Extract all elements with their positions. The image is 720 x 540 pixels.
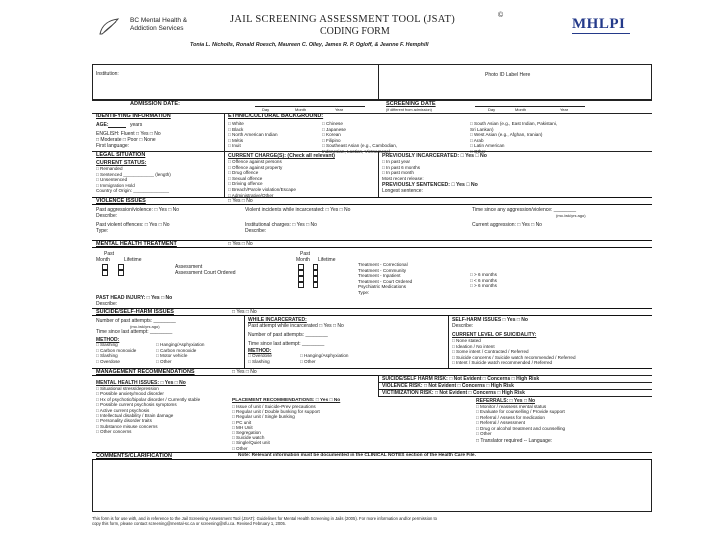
ethnic-col2[interactable] <box>322 121 397 155</box>
method-d-1[interactable]: □ Other <box>300 358 316 364</box>
method-a-1[interactable]: □ Carbon monoxide <box>96 347 137 353</box>
status-option-4: Country of Origin: ______________ <box>96 188 170 194</box>
trademark: © <box>498 12 504 19</box>
longest-sentence: Longest sentence: <box>382 188 423 194</box>
self-harm-describe: Describe: <box>452 323 474 329</box>
comments-area[interactable] <box>92 460 652 512</box>
prev-sentenced[interactable]: PREVIOUSLY SENTENCED: □ Yes □ No <box>382 182 478 188</box>
past-aggression[interactable]: Past aggression/violence: □ Yes □ No <box>96 207 180 213</box>
treatment-ago-option-2[interactable]: □ > 6 months <box>470 283 497 289</box>
num-past-attempts: Number of past attempts: ________ <box>248 332 328 338</box>
mental-yesno[interactable]: □ Yes □ No <box>228 241 253 247</box>
mh-issue-option-4[interactable]: □ Active current psychosis <box>96 407 150 413</box>
risk-suicide[interactable]: SUICIDE/SELF HARM RISK: □ Not Evident □ Concerns □ High Risk <box>382 376 540 382</box>
photo-id-label: Photo ID Label Here <box>485 72 531 78</box>
institution-label: Institution: <box>96 71 119 77</box>
placement-heading[interactable]: PLACEMENT RECOMMENDATIONS: □ Yes □ No <box>232 398 341 403</box>
aggression-describe: Describe: <box>96 213 118 219</box>
referral-option-1[interactable]: □ Evaluate for counselling / Provide support <box>476 409 565 415</box>
logo-line2: Addiction Services <box>130 25 184 32</box>
ethnic-option-b-0[interactable]: □ Chinese <box>322 121 343 126</box>
ethnic-option-b-4[interactable]: □ Southeast Asian (e.g., Cambodian, <box>322 143 398 149</box>
ethnic-option-c-3[interactable]: □ Arab <box>470 137 484 143</box>
ethnic-option-b-3[interactable]: □ Filipino <box>322 137 341 143</box>
treatment-ago-option-1[interactable]: □ < 6 months <box>470 277 497 283</box>
mh-issue-option-8[interactable]: □ Other concerns <box>96 429 132 435</box>
treatment-ago-option-0[interactable]: □ > 6 months <box>470 272 497 277</box>
adm-month: Month <box>295 107 307 112</box>
charges-list[interactable] <box>228 159 296 198</box>
management-yesno[interactable]: □ Yes □ No <box>232 369 257 375</box>
prev-option-2[interactable]: □ In past month <box>382 170 414 176</box>
violence-yesno[interactable]: □ Yes □ No <box>228 198 253 204</box>
logo-line1: BC Mental Health & <box>130 17 188 24</box>
time-since-aggression: Time since any aggression/violence: ________ <box>472 207 577 213</box>
charge-option-6[interactable]: □ Administrative/Other <box>228 192 274 198</box>
institutional-describe: Describe: <box>245 228 267 234</box>
prev-incarcerated[interactable]: PREVIOUSLY INCARCERATED: □ Yes □ No <box>382 153 487 159</box>
assessment-1: Assessment <box>175 264 203 270</box>
treatment-ago[interactable] <box>470 272 497 289</box>
time-last-sub: (mo./wk/yrs ago) <box>130 324 160 329</box>
ethnic-col1[interactable] <box>228 121 278 149</box>
status-option-1[interactable]: □ Sentenced ____________ (length) <box>96 171 171 177</box>
referral-option-0[interactable]: □ Monitor / reassess mental status <box>476 404 547 409</box>
mh-issue-option-0[interactable]: □ Situational stress/depression <box>96 386 159 391</box>
suicidality-heading: CURRENT LEVEL OF SUICIDALITY: <box>452 332 537 338</box>
status-option-0[interactable]: □ Remanded <box>96 166 123 171</box>
violent-offence-type: Type: <box>96 228 109 234</box>
placement-option-6[interactable]: □ Suicide watch <box>232 435 265 441</box>
mh-issue-option-1[interactable]: □ Possible anxiety/mood disorder <box>96 391 164 397</box>
referral-option-5[interactable]: □ Other <box>476 431 492 437</box>
leaf-logo-icon <box>96 16 126 38</box>
status-option-2[interactable]: □ Unsentenced <box>96 177 128 183</box>
mh-issue-option-7[interactable]: □ Substance misuse concerns <box>96 423 158 429</box>
method-2: METHOD: <box>248 348 272 354</box>
charge-option-1[interactable]: □ Offence against property <box>228 164 283 170</box>
first-language: First language: <box>96 143 130 149</box>
ethnic-heading: ETHNIC/CULTURAL BACKGROUND: <box>228 113 324 119</box>
identifying-heading: IDENTIFYING INFORMATION <box>96 113 171 119</box>
time-since-sub: (mo./wk/yrs ago) <box>556 213 586 218</box>
methods-d[interactable] <box>300 353 349 364</box>
suicidality-list[interactable] <box>452 338 576 366</box>
risk-violence[interactable]: VIOLENCE RISK: □ Not Evident □ Concerns □ High Risk <box>382 383 514 389</box>
authors: Tonia L. Nicholls, Ronald Roesch, Maureen C. Olley, James R. P. Ogloff, & Jeanne F. Hemphill <box>190 42 429 48</box>
method-d-0[interactable]: □ Hanging/Asphyxiation <box>300 353 349 358</box>
admission-date-label: ADMISSION DATE: <box>130 101 180 107</box>
placement-option-8[interactable]: □ Other <box>232 445 248 451</box>
english-fluent[interactable]: ENGLISH: Fluent □ Yes □ No <box>96 131 161 137</box>
mh-issues-list[interactable] <box>96 386 200 435</box>
violent-incidents[interactable]: Violent incidents while incarcerated: □ Yes □ No <box>245 207 351 213</box>
charge-option-4[interactable]: □ Driving offence <box>228 181 263 187</box>
management-heading: MANAGEMENT RECOMMENDATIONS <box>96 369 195 375</box>
mh-month-2: Month <box>296 257 310 263</box>
method-b-3[interactable]: □ Other <box>156 358 172 364</box>
ethnic-option-c-5[interactable]: □ Other <box>470 148 486 154</box>
comments-heading: COMMENTS/CLARIFICATION <box>96 453 172 459</box>
status-list[interactable] <box>96 166 171 194</box>
method-a-2[interactable]: □ Slashing <box>96 353 118 359</box>
mhlpi-text: MHLPI <box>572 16 626 32</box>
placement-option-1[interactable]: □ Regular unit / Double bunking for support <box>232 409 320 415</box>
charges-heading: CURRENT CHARGE(S): (Check all relevant) <box>228 153 335 159</box>
treatment-item-5: Type: <box>358 289 370 295</box>
adm-year: Year <box>335 107 344 112</box>
referrals-list[interactable] <box>476 404 565 436</box>
scr-year: Year <box>560 107 569 112</box>
method-c-0[interactable]: □ Overdose <box>248 353 272 358</box>
adm-day: Day <box>262 107 270 112</box>
mh-issue-option-3[interactable]: □ Possible current psychosis symptoms <box>96 402 177 408</box>
form-title: JAIL SCREENING ASSESSMENT TOOL (JSAT) <box>230 14 456 25</box>
institutional-charges[interactable]: Institutional charges: □ Yes □ No <box>245 222 317 228</box>
ethnic-option-1[interactable]: □ Black <box>228 126 244 132</box>
footer-line2: copy this form, please contact screening@mental-sc.ca or screening@sfu.ca. Revised February 1, 2005. <box>92 521 287 526</box>
placement-option-5[interactable]: □ Segregation <box>232 430 261 436</box>
violence-bar <box>92 197 652 205</box>
referral-option-3[interactable]: □ Referral / Assessment <box>476 420 525 426</box>
placement-list[interactable] <box>232 404 320 451</box>
past-attempt-inc[interactable]: Past attempt while incarcerated □ Yes □ No <box>248 323 344 329</box>
prev-option-1[interactable]: □ In past 6 months <box>382 164 421 170</box>
placement-option-7[interactable]: □ Single/Quiet unit <box>232 440 270 446</box>
suicidality-option-2[interactable]: □ Some intent / Contracted / Referred <box>452 349 529 355</box>
footer-line1: This form is for use with, and in reference to the Jail Screening Assessment Tool (JSAT): Guidelines for Mental Health Screening in Jails (2005). For more information and/or permission to <box>92 516 438 521</box>
ethnic-col3[interactable] <box>470 121 557 155</box>
method-a-3[interactable]: □ Overdose <box>96 358 120 364</box>
ethnic-option-b-5: Indonesian, Laotian, Vietnamese) <box>322 148 391 154</box>
prev-option-0[interactable]: □ In past year <box>382 159 411 164</box>
suicidality-option-3[interactable]: □ Suicide concerns / Suicide watch recommended / Referred <box>452 354 576 360</box>
suicide-yesno[interactable]: □ Yes □ No <box>232 309 257 315</box>
suicidality-option-0[interactable]: □ None stated <box>452 338 481 343</box>
method-b-1[interactable]: □ Carbon monoxide <box>156 347 197 353</box>
mh-past-1: Past <box>104 251 115 257</box>
mh-issue-option-5[interactable]: □ Intellectual disability / Brain damage <box>96 413 174 419</box>
mh-issues[interactable]: MENTAL HEALTH ISSUES: □ Yes □ No <box>96 380 186 386</box>
ethnic-option-b-2[interactable]: □ Korean <box>322 132 341 138</box>
status-option-3[interactable]: □ Immigration Hold <box>96 182 135 188</box>
head-injury-describe: Describe: <box>96 301 118 307</box>
past-violent-offences[interactable]: Past violent offences: □ Yes □ No <box>96 222 170 228</box>
ethnic-option-c-2[interactable]: □ West Asian (e.g., Afghan, Iranian) <box>470 132 543 138</box>
prev-option-3: Most recent release: <box>382 175 424 181</box>
ethnic-option-c-1: Sri Lankan) <box>470 126 494 132</box>
mental-heading: MENTAL HEALTH TREATMENT <box>96 241 177 247</box>
ethnic-option-4[interactable]: □ Inuit <box>228 143 241 149</box>
charge-option-5[interactable]: □ Breach/Parole violation/Escape <box>228 186 296 192</box>
time-last-attempt: Time since last attempt: ________ <box>96 329 173 335</box>
ethnic-option-b-1[interactable]: □ Japanese <box>322 126 346 132</box>
treatment-item-1: Treatment - Community <box>358 267 407 273</box>
method-b-2[interactable]: □ Motor vehicle <box>156 353 188 359</box>
age-field[interactable] <box>108 127 126 128</box>
assessment-2: Assessment Court Ordered <box>175 270 236 276</box>
status-heading: CURRENT STATUS: <box>96 160 147 166</box>
method-a-0[interactable]: □ Slashing <box>96 342 118 347</box>
placement-option-0[interactable]: □ Issue of unit / Suicide-Prev precautions <box>232 404 316 409</box>
treatment-item-4: Psychiatric Medications <box>358 284 406 290</box>
english-level[interactable]: □ Moderate □ Poor □ None <box>96 137 156 143</box>
method-heading: METHOD: <box>96 337 120 343</box>
treatment-item-3: Treatment - Court Ordered <box>358 278 413 284</box>
placement-option-3[interactable]: □ PC unit <box>232 419 252 425</box>
mh-month-1: Month <box>96 257 110 263</box>
mh-checkboxes-left[interactable] <box>102 264 125 276</box>
suicidality-option-1[interactable]: □ Ideation / No intent <box>452 343 495 349</box>
ethnic-option-0[interactable]: □ White <box>228 121 244 126</box>
self-harm-issues[interactable]: SELF-HARM ISSUES □ Yes □ No <box>452 317 528 323</box>
ethnic-option-2[interactable]: □ North American Indian <box>228 132 278 138</box>
charge-option-3[interactable]: □ Sexual offence <box>228 175 263 181</box>
mh-issue-option-6[interactable]: □ Personality disorder traits <box>96 418 152 424</box>
scr-month: Month <box>515 107 527 112</box>
mh-issue-option-2[interactable]: □ Hx of psychotic/bipolar disorder / Currently stable <box>96 396 201 402</box>
methods-b[interactable] <box>156 342 205 364</box>
time-since-2: Time since last attempt: ________ <box>248 341 325 347</box>
legal-heading: LEGAL SITUATION <box>96 152 146 158</box>
risk-victimization[interactable]: VICTIMIZATION RISK: □ Not Evident □ Concerns □ High Risk <box>382 390 525 396</box>
referral-option-2[interactable]: □ Referral / Assess for medication <box>476 414 545 420</box>
charge-option-2[interactable]: □ Drug offence <box>228 170 259 176</box>
current-aggression[interactable]: Current aggression: □ Yes □ No <box>472 222 542 228</box>
form-subtitle: CODING FORM <box>320 26 390 37</box>
method-b-0[interactable]: □ Hanging/Asphyxiation <box>156 342 205 347</box>
mhlpi-logo <box>572 15 634 35</box>
referral-option-4[interactable]: □ Drug or alcohol treatment and counselling <box>476 425 566 431</box>
referrals-heading[interactable]: REFERRALS: □ Yes □ No <box>476 398 536 404</box>
age-label: AGE: <box>96 122 109 128</box>
suicidality-option-4[interactable]: □ Intent / Suicide watch recommended / Referred <box>452 360 553 366</box>
treatment-list <box>358 262 412 296</box>
screening-date-sub: (if different from admission) <box>386 108 432 112</box>
treatment-item-0: Treatment - Correctional <box>358 262 408 267</box>
methods-a[interactable] <box>96 342 136 364</box>
placement-option-2[interactable]: □ Regular unit / Single bunking <box>232 414 295 420</box>
prev-list[interactable] <box>382 159 424 181</box>
bcmhas-logo <box>96 16 126 38</box>
scr-day: Day <box>488 107 496 112</box>
mh-past-2: Past <box>300 251 311 257</box>
suicide-bar <box>92 308 652 316</box>
num-attempts: Number of past attempts: ________ <box>96 318 176 324</box>
age-years: years <box>130 122 143 128</box>
violence-heading: VIOLENCE ISSUES <box>96 198 146 204</box>
translator[interactable]: □ Translator required -- Language: <box>476 438 553 444</box>
treatment-item-2: Treatment - Inpatient <box>358 273 401 279</box>
placement-option-4[interactable]: □ MH Unit <box>232 424 253 430</box>
mh-lifetime-2: Lifetime <box>318 257 336 263</box>
charge-option-0[interactable]: □ Offence against persons <box>228 159 282 164</box>
comments-note: Note: Relevant information must be documented in the CLINICAL NOTES section of the Health Care File. <box>238 453 476 458</box>
head-injury[interactable]: PAST HEAD INJURY: □ Yes □ No <box>96 295 173 301</box>
admission-date-field[interactable] <box>255 106 365 107</box>
ethnic-option-c-0[interactable]: □ South Asian (e.g., East Indian, Pakistani, <box>470 121 558 126</box>
suicide-heading: SUICIDE/SELF-HARM ISSUES <box>96 309 174 315</box>
mh-lifetime-1: Lifetime <box>124 257 142 263</box>
ethnic-option-3[interactable]: □ Métis <box>228 137 244 143</box>
method-c-1[interactable]: □ Slashing <box>248 358 270 364</box>
while-incarcerated: WHILE INCARCERATED: <box>248 317 307 323</box>
mh-checkboxes-right[interactable] <box>298 264 319 288</box>
methods-c[interactable] <box>248 353 272 364</box>
screening-date-label: SCREENING DATE <box>386 101 436 107</box>
institution-box[interactable] <box>92 64 652 100</box>
ethnic-option-c-4[interactable]: □ Latin American <box>470 143 505 149</box>
